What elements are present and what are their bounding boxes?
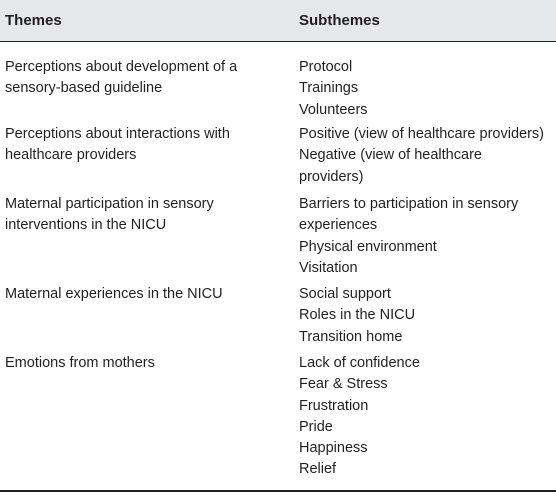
theme-text: sensory-based guideline (5, 80, 163, 97)
subthemes-cell (299, 194, 551, 279)
subtheme-text: Volunteers (299, 101, 368, 118)
bottom-rule (0, 490, 556, 492)
subtheme-text: Barriers to participation in sensory (299, 196, 519, 212)
subtheme-text: Positive (view of healthcare providers) (299, 126, 544, 142)
theme-cell (5, 353, 285, 374)
subthemes-cell (299, 124, 551, 188)
subthemes-cell (299, 57, 551, 121)
subtheme-text: Relief (299, 461, 337, 478)
subthemes-cell (299, 284, 551, 348)
theme-text: interventions in the NICU (5, 217, 167, 234)
header-divider (0, 41, 556, 42)
theme-text: healthcare providers (5, 147, 137, 164)
subthemes-cell (299, 353, 551, 481)
subtheme-text: Frustration (299, 397, 369, 414)
theme-text: Perceptions about interactions with (5, 126, 230, 142)
theme-text: Emotions from mothers (5, 355, 155, 371)
table-header (0, 0, 556, 41)
theme-text: Maternal experiences in the NICU (5, 286, 223, 302)
theme-cell (5, 124, 285, 167)
subtheme-text: Social support (299, 286, 391, 302)
subtheme-text: Transition home (299, 328, 403, 345)
subtheme-text: Lack of confidence (299, 355, 420, 371)
subtheme-text: Trainings (299, 80, 359, 97)
subtheme-text: Physical environment (299, 238, 437, 255)
subtheme-text: Protocol (299, 59, 353, 75)
header-themes: Themes (5, 12, 62, 29)
subtheme-text: Visitation (299, 259, 358, 276)
theme-text: Perceptions about development of a (5, 59, 238, 75)
subtheme-text: Negative (view of healthcare (299, 147, 482, 164)
subtheme-text: Pride (299, 418, 333, 435)
subtheme-text: Happiness (299, 440, 368, 457)
subtheme-text: Fear & Stress (299, 376, 388, 393)
theme-cell (5, 284, 285, 305)
theme-cell (5, 57, 285, 100)
subtheme-text: providers) (299, 168, 364, 185)
subtheme-text: Roles in the NICU (299, 307, 416, 324)
header-subthemes: Subthemes (299, 12, 380, 29)
subtheme-text: experiences (299, 217, 378, 234)
theme-text: Maternal participation in sensory (5, 196, 214, 212)
theme-cell (5, 194, 285, 237)
